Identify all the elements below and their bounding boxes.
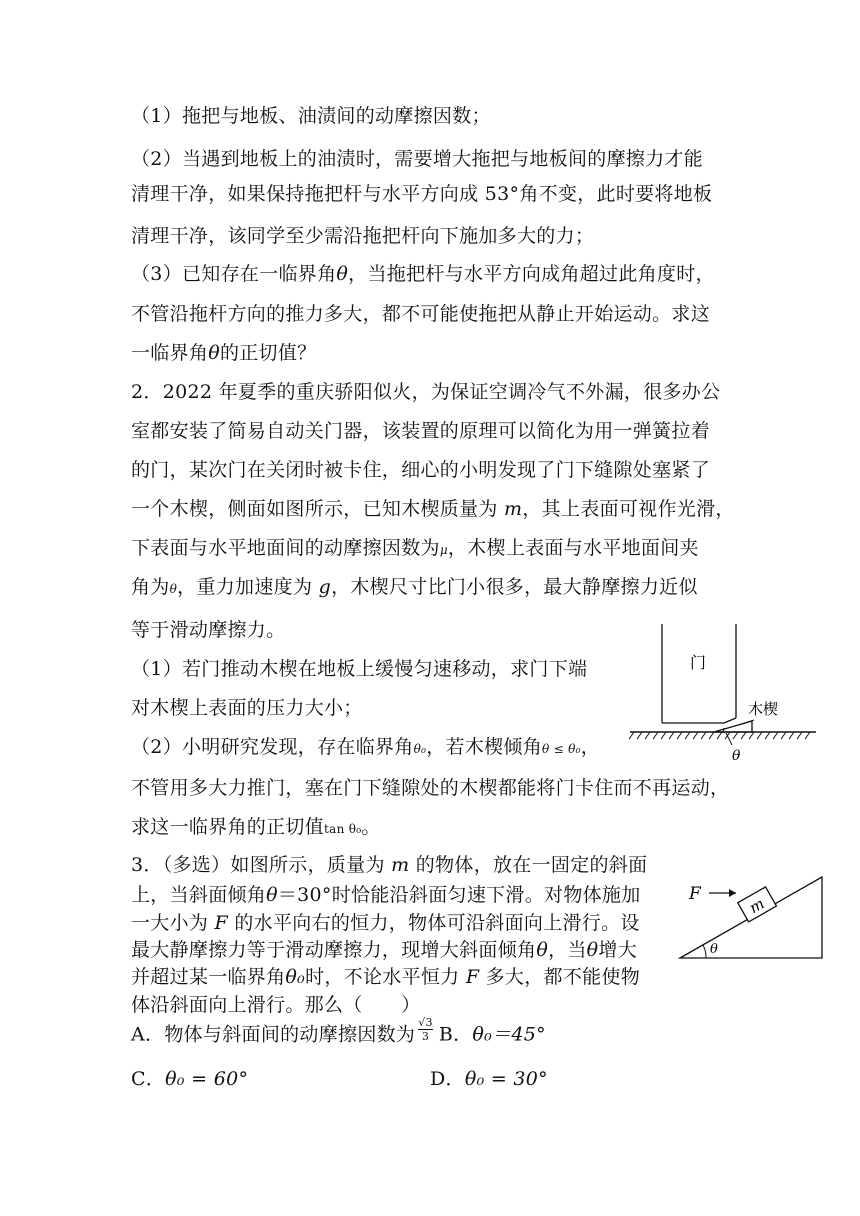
text-line: 一个木楔，侧面如图所示，已知木楔质量为 m，其上表面可视作光滑， <box>131 498 735 520</box>
text-line: 最大静摩擦力等于滑动摩擦力，现增大斜面倾角θ，当θ增大 <box>131 939 638 961</box>
text-line: 室都安装了简易自动关门器，该装置的原理可以简化为用一弹簧拉着 <box>131 420 711 442</box>
text-line: 下表面与水平地面间的动摩擦因数为μ，木楔上表面与水平地面间夹 <box>131 537 699 559</box>
incline-figure <box>676 866 832 966</box>
angle-label: θ <box>710 942 718 957</box>
door-wedge-figure <box>628 620 820 770</box>
fraction-denominator: 3 <box>421 1030 430 1043</box>
text-line: 对木楔上表面的压力大小； <box>131 697 363 719</box>
angle-label: θ <box>732 748 741 764</box>
text-line: （3）已知存在一临界角θ，当拖把杆与水平方向成角超过此角度时， <box>131 263 715 285</box>
text-line: 清理干净，该同学至少需沿拖把杆向下施加多大的力； <box>131 225 595 247</box>
text-line: 体沿斜面向上滑行。那么（ ） <box>131 994 421 1016</box>
text-line: 等于滑动摩擦力。 <box>131 619 286 641</box>
text-line: （2）当遇到地板上的油渍时，需要增大拖把与地板间的摩擦力才能 <box>131 148 704 170</box>
text-line: 不管用多大力推门，塞在门下缝隙处的木楔都能将门卡住而不再运动， <box>131 777 730 799</box>
text-line: 2．2022 年夏季的重庆骄阳似火，为保证空调冷气不外漏，很多办公 <box>131 381 721 403</box>
text-line: 一临界角θ的正切值？ <box>131 342 317 364</box>
force-label: F <box>689 884 701 904</box>
door-label: 门 <box>690 653 707 672</box>
text-line: 清理干净，如果保持拖把杆与水平方向成 53°角不变，此时要将地板 <box>131 183 713 205</box>
text-line: （1）拖把与地板、油渍间的动摩擦因数； <box>131 105 491 127</box>
option-a: A．物体与斜面间的动摩擦因数为 $\frac{√3}{3}$ B．θ₀＝45° <box>131 1016 546 1046</box>
wedge-label: 木楔 <box>748 700 779 718</box>
text-line: 并超过某一临界角θ₀时，不论水平恒力 F 多大，都不能使物 <box>131 966 641 988</box>
fraction-numerator: √3 <box>418 1016 433 1029</box>
text-line: 求这一临界角的正切值tan θ₀。 <box>131 816 381 838</box>
text-line: 一大小为 F 的水平向右的恒力，物体可沿斜面向上滑行。设 <box>131 912 640 934</box>
text-line: 不管沿拖杆方向的推力多大，都不可能使拖把从静止开始运动。求这 <box>131 303 711 325</box>
text-line: 上，当斜面倾角θ＝30°时恰能沿斜面匀速下滑。对物体施加 <box>131 884 641 906</box>
mass-label: m <box>746 894 768 918</box>
text-line: 的门，某次门在关闭时被卡住，细心的小明发现了门下缝隙处塞紧了 <box>131 459 711 481</box>
option-c: C．θ₀ = 60° <box>131 1068 249 1090</box>
option-d: D．θ₀ = 30° <box>430 1068 548 1090</box>
text-line: 角为θ，重力加速度为 g，木楔尺寸比门小很多，最大静摩擦力近似 <box>131 576 698 598</box>
text-line: （1）若门推动木楔在地板上缓慢匀速移动，求门下端 <box>131 658 588 680</box>
text-line: （2）小明研究发现，存在临界角θ₀，若木楔倾角θ ≤ θ₀， <box>131 736 601 758</box>
text-line: 3．（多选）如图所示，质量为 m 的物体，放在一固定的斜面 <box>131 854 648 876</box>
